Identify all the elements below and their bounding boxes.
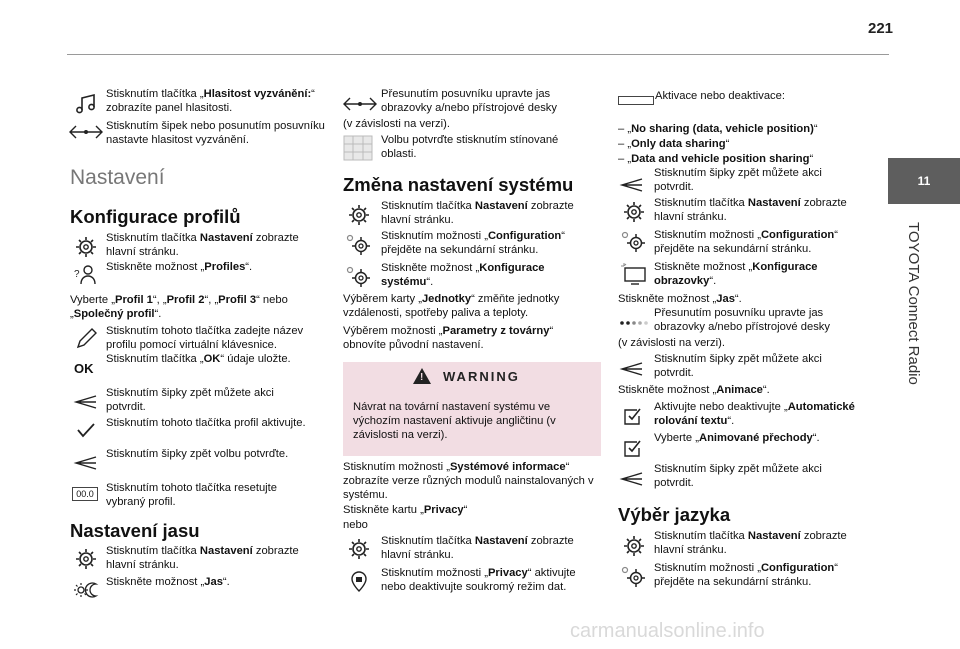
col2-p5: Stisknutím možnosti „Configuration“ přejděte na sekundární stránku. bbox=[381, 230, 565, 256]
col2-p9: Stisknutím možnosti „Systémové informace“ zobrazíte verze různých modulů nainstalovaných v systému. bbox=[343, 461, 594, 501]
gear-icon bbox=[345, 203, 373, 227]
col1-p3: Stisknutím tlačítka Nastavení zobrazte hlavní stránku. bbox=[106, 232, 299, 258]
section-heading-nastaveni: Nastavení bbox=[70, 166, 165, 189]
watermark: carmanualsonline.info bbox=[570, 620, 765, 642]
col2-p10: Stiskněte kartu „Privacy“ bbox=[343, 504, 468, 516]
checkbox-icon bbox=[620, 436, 648, 460]
warning-text: Návrat na tovární nastavení systému ve výchozím nastavení aktivuje angličtinu (v závislosti na verzi). bbox=[353, 401, 556, 441]
profile-icon bbox=[72, 262, 100, 286]
gear-icon bbox=[72, 235, 100, 259]
back-arrow-icon bbox=[618, 357, 646, 381]
col3-p6: Stiskněte možnost „Jas“. bbox=[618, 293, 742, 305]
col2-p13: Stisknutím možnosti „Privacy“ aktivujte nebo deaktivujte soukromý režim dat. bbox=[381, 567, 576, 593]
configuration-icon bbox=[345, 265, 373, 289]
configuration-icon bbox=[620, 230, 648, 254]
col2-p7: Výběrem karty „Jednotky“ změňte jednotky vzdálenosti, spotřeby paliva a teploty. bbox=[343, 293, 560, 319]
section-heading-language: Výběr jazyka bbox=[618, 504, 731, 525]
header-divider bbox=[67, 54, 889, 55]
option-data-vehicle-sharing: – „Data and vehicle position sharing“ bbox=[618, 153, 814, 165]
sun-moon-icon bbox=[72, 578, 100, 602]
back-arrow-icon bbox=[72, 451, 100, 475]
back-arrow-icon bbox=[72, 390, 100, 414]
section-heading-profiles: Konfigurace profilů bbox=[70, 206, 241, 227]
warning-box bbox=[343, 362, 601, 456]
configuration-icon bbox=[620, 565, 648, 589]
col3-p10: Stiskněte možnost „Animace“. bbox=[618, 384, 770, 396]
toggle-bar-icon bbox=[618, 96, 654, 105]
gear-icon bbox=[345, 537, 373, 561]
col3-p14: Stisknutím tlačítka Nastavení zobrazte hlavní stránku. bbox=[654, 530, 847, 556]
chapter-tab[interactable]: 11 bbox=[888, 158, 960, 204]
col2-p11: nebo bbox=[343, 519, 368, 531]
ok-button: OK bbox=[74, 361, 94, 376]
privacy-icon bbox=[345, 569, 373, 593]
col2-p1: Přesunutím posuvníku upravte jas obrazovky a/nebo přístrojové desky bbox=[381, 88, 557, 114]
back-arrow-icon bbox=[618, 467, 646, 491]
exclamation-mark: ! bbox=[420, 372, 424, 383]
ringtone-volume-text: Stisknutím tlačítka „Hlasitost vyzvánění:“ zobrazíte panel hlasitosti. bbox=[106, 88, 315, 114]
reset-button: 00.0 bbox=[72, 487, 98, 501]
col1-p6: Stisknutím tohoto tlačítka zadejte název profilu pomocí virtuální klávesnice. bbox=[106, 325, 304, 351]
col2-p3: Volbu potvrďte stisknutím stínované oblasti. bbox=[381, 134, 559, 160]
section-heading-brightness: Nastavení jasu bbox=[70, 520, 200, 541]
chapter-title: TOYOTA Connect Radio bbox=[905, 222, 922, 385]
col3-p13: Stisknutím šipky zpět můžete akci potvrdit. bbox=[654, 463, 822, 489]
col1-p4: Stiskněte možnost „Profiles“. bbox=[106, 261, 253, 273]
gear-icon bbox=[72, 547, 100, 571]
col3-p1: Aktivace nebo deaktivace: bbox=[655, 90, 785, 102]
configuration-icon bbox=[345, 233, 373, 257]
page-number: 221 bbox=[868, 20, 894, 37]
checkbox-icon bbox=[620, 404, 648, 428]
col2-p12: Stisknutím tlačítka Nastavení zobrazte hlavní stránku. bbox=[381, 535, 574, 561]
col2-p2: (v závislosti na verzi). bbox=[343, 118, 450, 130]
col2-p4: Stisknutím tlačítka Nastavení zobrazte hlavní stránku. bbox=[381, 200, 574, 226]
section-heading-system: Změna nastavení systému bbox=[343, 174, 574, 195]
col3-p7: Přesunutím posuvníku upravte jas obrazovky a/nebo přístrojové desky bbox=[654, 307, 830, 333]
col1-p10: Stisknutím šipky zpět volbu potvrďte. bbox=[106, 448, 289, 460]
screen-brightness-icon bbox=[620, 262, 648, 286]
col3-p11: Aktivujte nebo deaktivujte „Automatické rolování textu“. bbox=[654, 401, 855, 427]
gear-icon bbox=[620, 534, 648, 558]
col3-p15: Stisknutím možnosti „Configuration“ přejděte na sekundární stránku. bbox=[654, 562, 838, 588]
col3-p8: (v závislosti na verzi). bbox=[618, 337, 725, 349]
col1-p5: Vyberte „Profil 1“, „Profil 2“, „Profil 3“ nebo „Společný profil“. bbox=[70, 294, 288, 320]
col3-p12: Vyberte „Animované přechody“. bbox=[654, 432, 820, 444]
option-data-sharing: – „Only data sharing“ bbox=[618, 138, 730, 150]
col1-p13: Stiskněte možnost „Jas“. bbox=[106, 576, 230, 588]
svg-text:?: ? bbox=[74, 269, 80, 280]
music-note-icon bbox=[72, 92, 100, 116]
gear-icon bbox=[620, 200, 648, 224]
grid-area-icon bbox=[343, 135, 373, 161]
col1-p8: Stisknutím šipky zpět můžete akci potvrdit. bbox=[106, 387, 274, 413]
col3-p9: Stisknutím šipky zpět můžete akci potvrdit. bbox=[654, 353, 822, 379]
col2-p8: Výběrem možnosti „Parametry z továrny“ obnovíte původní nastavení. bbox=[343, 325, 554, 351]
col1-p11: Stisknutím tohoto tlačítka resetujte vybraný profil. bbox=[106, 482, 278, 508]
col1-p7: Stisknutím tlačítka „OK“ údaje uložte. bbox=[106, 353, 291, 365]
checkmark-icon bbox=[72, 418, 100, 442]
slider-dots-icon bbox=[618, 310, 652, 334]
col1-p9: Stisknutím tohoto tlačítka profil aktivujte. bbox=[106, 417, 306, 429]
option-no-sharing: – „No sharing (data, vehicle position)“ bbox=[618, 123, 818, 135]
pencil-icon bbox=[72, 327, 100, 351]
col3-p4: Stisknutím možnosti „Configuration“ přejděte na sekundární stránku. bbox=[654, 229, 838, 255]
slider-arrows-icon bbox=[68, 120, 104, 144]
col3-p2: Stisknutím šipky zpět můžete akci potvrdit. bbox=[654, 167, 822, 193]
col3-p5: Stiskněte možnost „Konfigurace obrazovky“. bbox=[654, 261, 818, 287]
col1-p12: Stisknutím tlačítka Nastavení zobrazte hlavní stránku. bbox=[106, 545, 299, 571]
col1-p2: Stisknutím šipek nebo posunutím posuvníku nastavte hlasitost vyzvánění. bbox=[106, 120, 325, 146]
warning-title: WARNING bbox=[443, 369, 520, 384]
col3-p3: Stisknutím tlačítka Nastavení zobrazte hlavní stránku. bbox=[654, 197, 847, 223]
slider-arrows-icon bbox=[342, 92, 378, 116]
col2-p6: Stiskněte možnost „Konfigurace systému“. bbox=[381, 262, 545, 288]
back-arrow-icon bbox=[618, 173, 646, 197]
